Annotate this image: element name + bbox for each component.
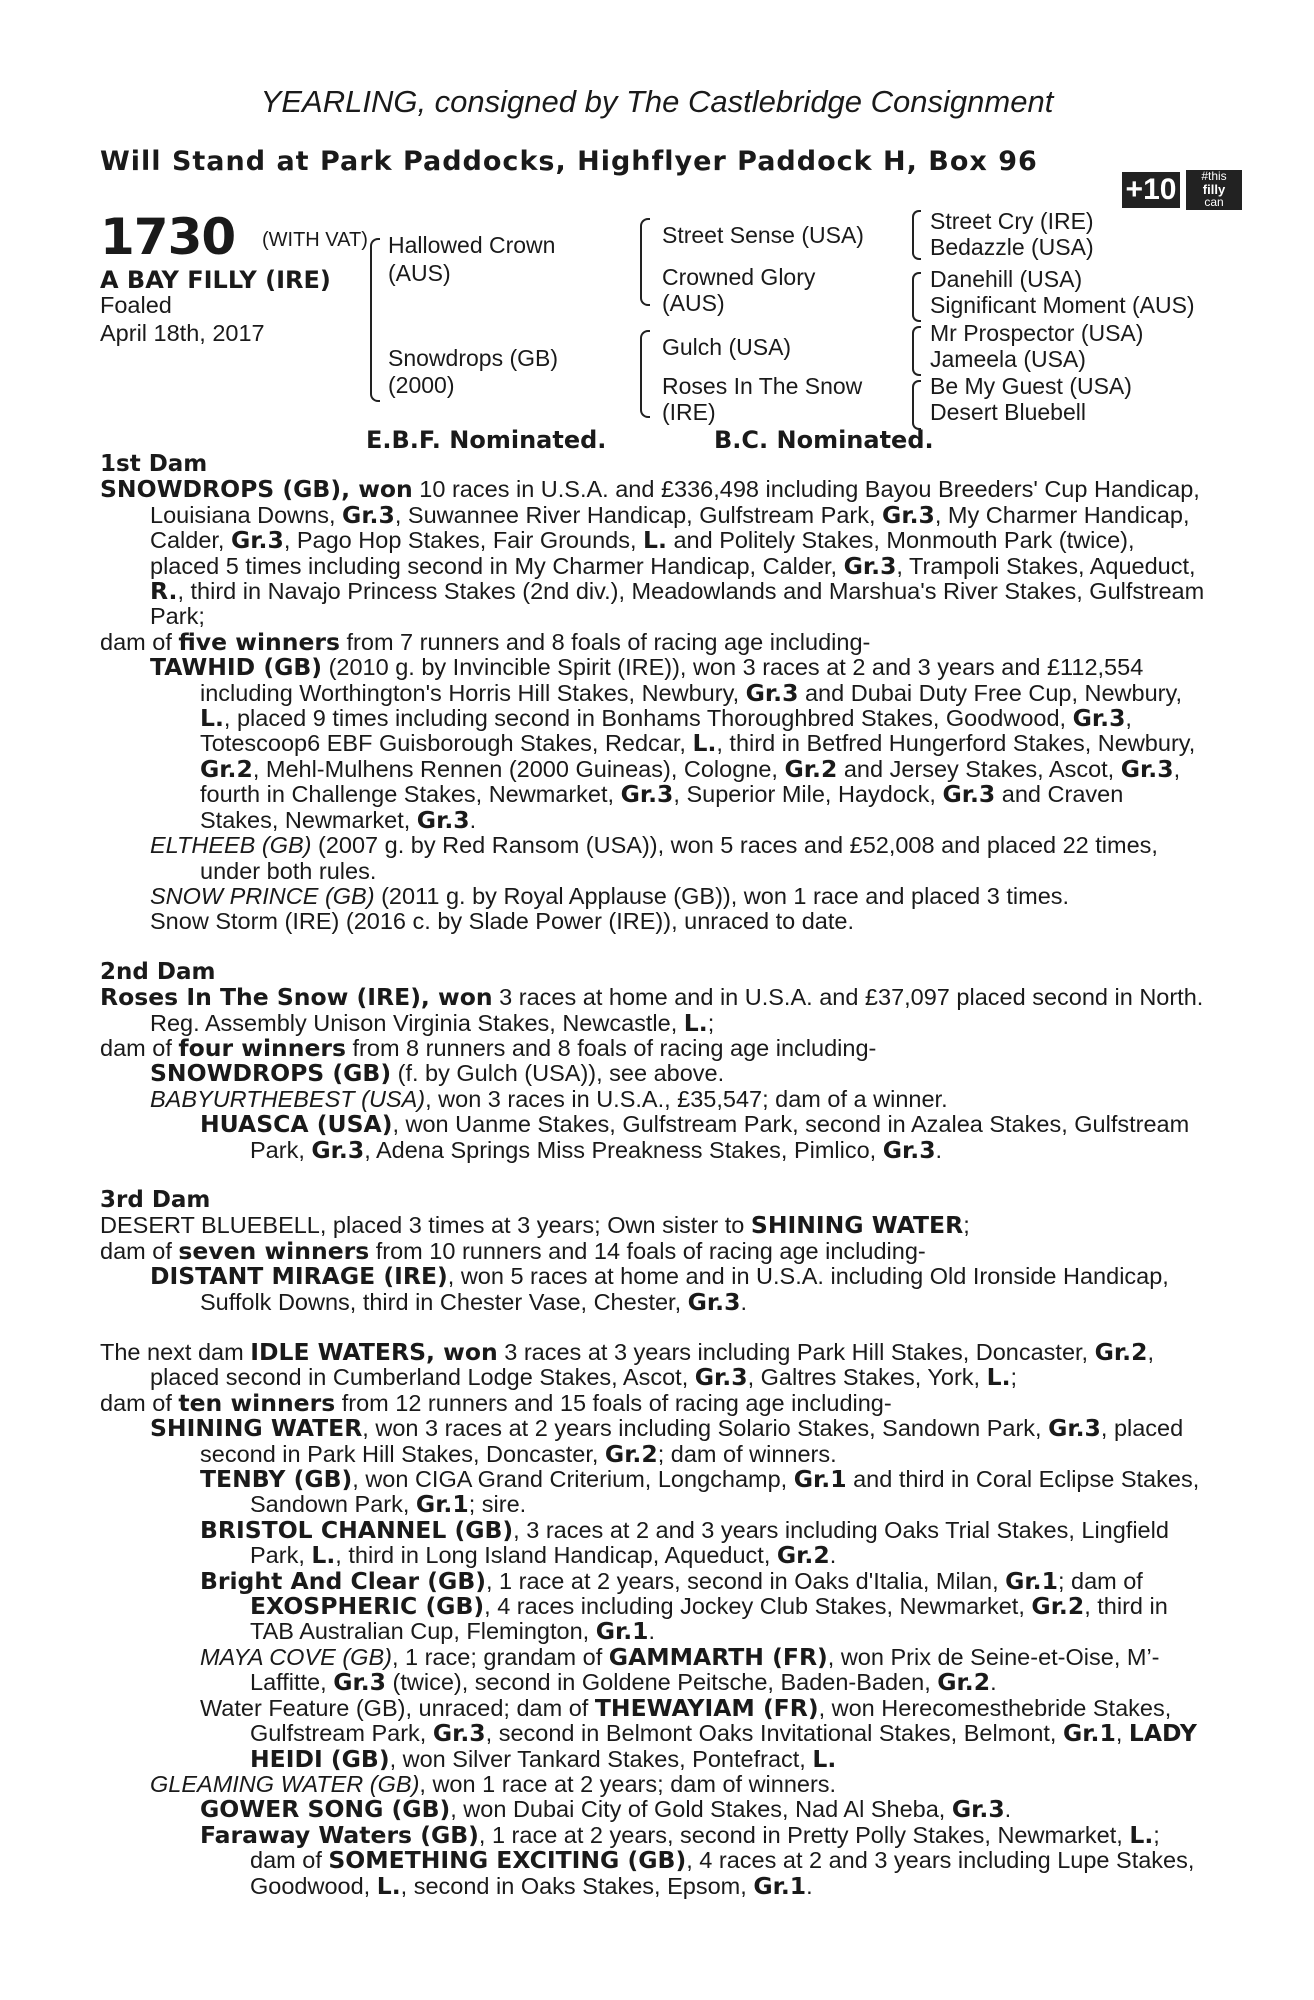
- foaled-label: Foaled: [100, 292, 172, 318]
- next-dam-record: The next dam IDLE WATERS, won 3 races at 3 years including Park Hill Stakes, Doncaster, Gr.2, placed second in Cumberland Lodge Stakes, Ascot, Gr.3, Galtres Stakes, York, L.;: [100, 1338, 1154, 1392]
- third-dam-record: DESERT BLUEBELL, placed 3 times at 3 years; Own sister to SHINING WATER;: [100, 1211, 970, 1240]
- eltheeb-entry: ELTHEEB (GB) (2007 g. by Red Ransom (USA)), won 5 races and £52,008 and placed 22 times, under both rules.: [150, 832, 1158, 884]
- produce-record: [100, 452, 1205, 1899]
- snowdrops-entry: SNOWDROPS (GB) (f. by Gulch (USA)), see above.: [150, 1059, 725, 1088]
- sds: Danehill (USA): [930, 266, 1083, 292]
- vat-note: (WITH VAT): [262, 229, 368, 251]
- dam-sire: Gulch (USA): [662, 334, 792, 360]
- next-dam-produce-summary: dam of ten winners from 12 runners and 15 foals of racing age including-: [100, 1388, 892, 1417]
- gower-song-entry: GOWER SONG (GB), won Dubai City of Gold Stakes, Nad Al Sheba, Gr.3.: [200, 1795, 1012, 1824]
- dam-dam-1: Roses In The Snow: [662, 373, 863, 399]
- third-dam-heading: 3rd Dam: [100, 1186, 211, 1213]
- gleaming-water-entry: GLEAMING WATER (GB), won 1 race at 2 years; dam of winners.: [150, 1770, 837, 1797]
- tenby-entry: TENBY (GB), won CIGA Grand Criterium, Longchamp, Gr.1 and third in Coral Eclipse Stakes, Sandown Park, Gr.1; sire.: [200, 1465, 1200, 1519]
- horse-name: A BAY FILLY (IRE): [100, 266, 331, 294]
- sss: Street Cry (IRE): [930, 208, 1094, 234]
- second-dam-heading: 2nd Dam: [100, 958, 216, 985]
- snow-storm-entry: Snow Storm (IRE) (2016 c. by Slade Power (IRE)), unraced to date.: [150, 908, 854, 935]
- bc-nominated: B.C. Nominated.: [714, 426, 934, 454]
- first-dam-record: SNOWDROPS (GB), won 10 races in U.S.A. and £336,498 including Bayou Breeders' Cup Handicap, Louisiana Downs, Gr.3, Suwannee River Handicap, Gulfstream Park, Gr.3, My Charmer Handicap, Calder, Gr.3, Pago Hop Stakes, Fair Grounds, L. and Politely Stakes, Monmouth Park (twice), placed 5 times including second in My Charmer Handicap, Calder, Gr.3, Trampoli Stakes, Aqueduct, R., third in Navajo Princess Stakes (2nd div.), Meadowlands and Marshua's River Stakes, Gulfstream Park;: [100, 475, 1205, 630]
- ddd: Desert Bluebell: [930, 399, 1086, 425]
- sire-country: (AUS): [388, 260, 451, 286]
- dam-year: (2000): [388, 372, 455, 398]
- second-dam-produce-summary: dam of four winners from 8 runners and 8 foals of racing age including-: [100, 1033, 877, 1062]
- this-filly-can-logo: [1122, 169, 1242, 209]
- bright-and-clear-entry: Bright And Clear (GB), 1 race at 2 years, second in Oaks d'Italia, Milan, Gr.1; dam of EXOSPHERIC (GB), 4 races including Jockey Club Stakes, Newmarket, Gr.2, third in TAB Australian Cup, Flemington, Gr.1.: [200, 1566, 1168, 1646]
- distant-mirage-entry: DISTANT MIRAGE (IRE), won 5 races at home and in U.S.A. including Old Ironside Handicap, Suffolk Downs, third in Chester Vase, Chester, Gr.3.: [150, 1262, 1169, 1316]
- second-dam-record: Roses In The Snow (IRE), won 3 races at home and in U.S.A. and £37,097 placed second in North. Reg. Assembly Unison Virginia Stakes, Newcastle, L.;: [100, 983, 1204, 1037]
- ebf-nominated: E.B.F. Nominated.: [366, 426, 607, 454]
- this-filly-can-badge: #this filly can: [1186, 170, 1242, 210]
- ssd: Bedazzle (USA): [930, 234, 1094, 260]
- water-feature-entry: Water Feature (GB), unraced; dam of THEWAYIAM (FR), won Herecomesthebride Stakes, Gulfstream Park, Gr.3, second in Belmont Oaks Invitational Stakes, Belmont, Gr.1, LADY HEIDI (GB), won Silver Tankard Stakes, Pontefract, L.: [200, 1693, 1197, 1773]
- bristol-channel-entry: BRISTOL CHANNEL (GB), 3 races at 2 and 3 years including Oaks Trial Stakes, Lingfield Park, L., third in Long Island Handicap, Aqueduct, Gr.2.: [200, 1515, 1169, 1570]
- faraway-waters-entry: Faraway Waters (GB), 1 race at 2 years, second in Pretty Polly Stakes, Newmarket, L.; dam of SOMETHING EXCITING (GB), 4 races at 2 and 3 years including Lupe Stakes, Goodwood, L., second in Oaks Stakes, Epsom, Gr.1.: [200, 1820, 1195, 1900]
- plus-ten-logo: +10: [1122, 172, 1180, 208]
- dsd: Jameela (USA): [930, 346, 1086, 372]
- sire-dam-brace: [370, 238, 380, 402]
- first-dam-produce-summary: dam of five winners from 7 runners and 8 foals of racing age including-: [100, 627, 871, 656]
- third-dam-produce-summary: dam of seven winners from 10 runners and 14 foals of racing age including-: [100, 1236, 926, 1265]
- babyurthebest-entry: BABYURTHEBEST (USA), won 3 races in U.S.A., £35,547; dam of a winner.: [150, 1085, 948, 1112]
- sire-dam-1: Crowned Glory: [662, 264, 816, 290]
- stand-location: Will Stand at Park Paddocks, Highflyer Paddock H, Box 96: [100, 146, 1038, 177]
- consignment-line: YEARLING, consigned by The Castlebridge Consignment: [260, 84, 1054, 119]
- dam-name: Snowdrops (GB): [388, 345, 559, 371]
- huasca-entry: HUASCA (USA), won Uanme Stakes, Gulfstream Park, second in Azalea Stakes, Gulfstream Park, Gr.3, Adena Springs Miss Preakness Stakes, Pimlico, Gr.3.: [200, 1110, 1190, 1164]
- dam-line-brace: [640, 330, 650, 418]
- shining-water-entry: SHINING WATER, won 3 races at 2 years including Solario Stakes, Sandown Park, Gr.3, placed second in Park Hill Stakes, Doncaster, Gr.2; dam of winners.: [150, 1414, 1184, 1468]
- first-dam-heading: 1st Dam: [100, 451, 208, 477]
- dam-dam-2: (IRE): [662, 399, 716, 425]
- dds: Be My Guest (USA): [930, 373, 1132, 399]
- sire-line-brace: [640, 218, 650, 306]
- dss: Mr Prospector (USA): [930, 320, 1144, 346]
- sire-dam-2: (AUS): [662, 290, 725, 316]
- tawhid-entry: TAWHID (GB) (2010 g. by Invincible Spirit (IRE)), won 3 races at 2 and 3 years and £112,554 including Worthington's Horris Hill Stakes, Newbury, Gr.3 and Dubai Duty Free Cup, Newbury, L., placed 9 times including second in Bonhams Thoroughbred Stakes, Goodwood, Gr.3, Totescoop6 EBF Guisborough Stakes, Redcar, L., third in Betfred Hungerford Stakes, Newbury, Gr.2, Mehl-Mulhens Rennen (2000 Guineas), Cologne, Gr.2 and Jersey Stakes, Ascot, Gr.3, fourth in Challenge Stakes, Newmarket, Gr.3, Superior Mile, Haydock, Gr.3 and Craven Stakes, Newmarket, Gr.3.: [150, 653, 1196, 834]
- snow-prince-entry: SNOW PRINCE (GB) (2011 g. by Royal Applause (GB)), won 1 race and placed 3 times.: [150, 882, 1070, 909]
- sire-sire: Street Sense (USA): [662, 222, 864, 248]
- sire-name: Hallowed Crown: [388, 232, 556, 258]
- maya-cove-entry: MAYA COVE (GB), 1 race; grandam of GAMMARTH (FR), won Prix de Seine-et-Oise, M’-Laffitte, Gr.3 (twice), second in Goldene Peitsche, Baden-Baden, Gr.2.: [200, 1642, 1160, 1697]
- sdd: Significant Moment (AUS): [930, 292, 1195, 318]
- foaled-date: April 18th, 2017: [100, 320, 265, 346]
- lot-number: 1730: [100, 208, 236, 266]
